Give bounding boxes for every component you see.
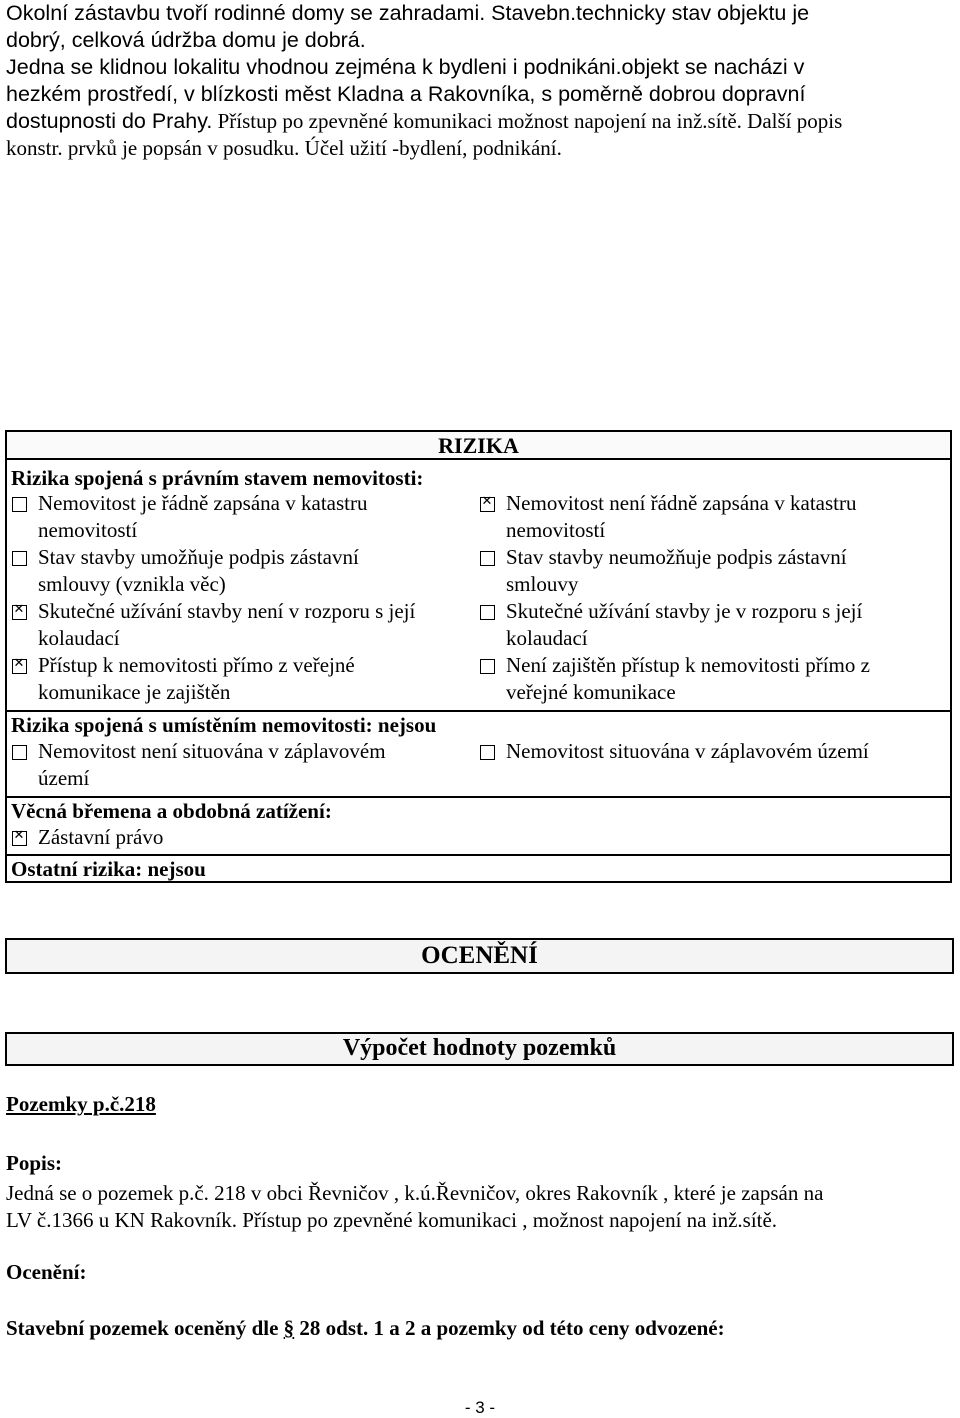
vypocet-banner: [5, 1032, 954, 1066]
checkbox-right-4[interactable]: [480, 659, 495, 674]
intro-line-5-sans: dostupnosti do Prahy.: [6, 109, 213, 133]
popis-line-2: LV č.1366 u KN Rakovník. Přístup po zpevněné komunikaci , možnost napojení na inž.sítě.: [6, 1208, 778, 1232]
intro-text: [6, 0, 951, 162]
intro-line-5: [6, 108, 951, 135]
checkbox-location-right[interactable]: [480, 745, 495, 760]
legal-left-4-line1: Přístup k nemovitosti přímo z veřejné: [38, 653, 355, 677]
legal-right-2-line1: Stav stavby neumožňuje podpis zástavní: [506, 545, 847, 569]
legal-right-2-line2: smlouvy: [506, 572, 579, 596]
pozemky-heading: Pozemky p.č.218: [6, 1092, 156, 1116]
legal-right-4-line2: veřejné komunikace: [506, 680, 676, 704]
legal-left-1-line2: nemovitostí: [38, 518, 138, 542]
legal-right-3-line2: kolaudací: [506, 626, 588, 650]
legal-right-4-line1: Není zajištěn přístup k nemovitosti přímo z: [506, 653, 870, 677]
checkbox-left-3[interactable]: [12, 605, 27, 620]
checkbox-left-1[interactable]: [12, 497, 27, 512]
stavebni-suffix: 28 odst. 1 a 2 a pozemky od této ceny odvozené:: [294, 1316, 725, 1340]
location-left-line1: Nemovitost není situována v záplavovém: [38, 739, 386, 763]
intro-line-1: Okolní zástavbu tvoří rodinné domy se zahradami. Stavebn.technicky stav objektu je: [6, 1, 810, 25]
checkbox-left-4[interactable]: [12, 659, 27, 674]
other-risks: Ostatní rizika: nejsou: [11, 857, 206, 881]
stavebni-prefix: Stavební pozemek oceněný dle: [6, 1316, 284, 1340]
intro-line-2: dobrý, celková údržba domu je dobrá.: [6, 28, 366, 52]
intro-line-4: hezkém prostředí, v blízkosti měst Kladna a Rakovníka, s poměrně dobrou dopravní: [6, 82, 806, 106]
checkbox-right-2[interactable]: [480, 551, 495, 566]
location-risks-heading: Rizika spojená s umístěním nemovitosti: nejsou: [11, 713, 437, 737]
legal-right-1-line1: Nemovitost není řádně zapsána v katastru: [506, 491, 857, 515]
location-left-line2: území: [38, 766, 90, 790]
paragraph-sign: §: [283, 1316, 295, 1340]
rizika-title-row: [7, 432, 950, 460]
legal-left-3-line2: kolaudací: [38, 626, 120, 650]
burden-item: Zástavní právo: [38, 825, 164, 849]
legal-left-2-line2: smlouvy (vznikla věc): [38, 572, 226, 596]
page-number: - 3 -: [464, 1398, 496, 1417]
rizika-title: RIZIKA: [438, 433, 519, 458]
legal-left-4-line2: komunikace je zajištěn: [38, 680, 231, 704]
vypocet-title: Výpočet hodnoty pozemků: [342, 1035, 617, 1061]
checkbox-right-1[interactable]: [480, 497, 495, 512]
checkbox-right-3[interactable]: [480, 605, 495, 620]
legal-left-1-line1: Nemovitost je řádně zapsána v katastru: [38, 491, 368, 515]
popis-line-1: Jedná se o pozemek p.č. 218 v obci Řevničov , k.ú.Řevničov, okres Rakovník , které je zapsán na: [6, 1181, 824, 1205]
intro-line-3: Jedna se klidnou lokalitu vhodnou zejména k bydleni i podnikáni.objekt se nacházi v: [6, 55, 805, 79]
oceneni-banner: [5, 938, 954, 974]
rizika-table: [5, 430, 952, 883]
oceneni-title: OCENĚNÍ: [421, 942, 538, 969]
checkbox-left-2[interactable]: [12, 551, 27, 566]
legal-left-2-line1: Stav stavby umožňuje podpis zástavní: [38, 545, 359, 569]
legal-risks-heading: Rizika spojená s právním stavem nemovitosti:: [11, 466, 424, 490]
checkbox-burden[interactable]: [12, 831, 27, 846]
intro-line-5-serif: Přístup po zpevněné komunikaci možnost napojení na inž.sítě. Další popis: [212, 109, 843, 133]
checkbox-location-left[interactable]: [12, 745, 27, 760]
location-right: Nemovitost situována v záplavovém území: [506, 739, 869, 763]
intro-line-6: konstr. prvků je popsán v posudku. Účel užití -bydlení, podnikání.: [6, 136, 562, 160]
legal-right-1-line2: nemovitostí: [506, 518, 606, 542]
burden-heading: Věcná břemena a obdobná zatížení:: [11, 799, 332, 823]
popis-label: Popis:: [6, 1151, 63, 1175]
legal-left-3-line1: Skutečné užívání stavby není v rozporu s její: [38, 599, 416, 623]
legal-right-3-line1: Skutečné užívání stavby je v rozporu s její: [506, 599, 863, 623]
stavebni-pozemek-line: [6, 1315, 725, 1342]
oceneni-label: Ocenění:: [6, 1260, 87, 1284]
